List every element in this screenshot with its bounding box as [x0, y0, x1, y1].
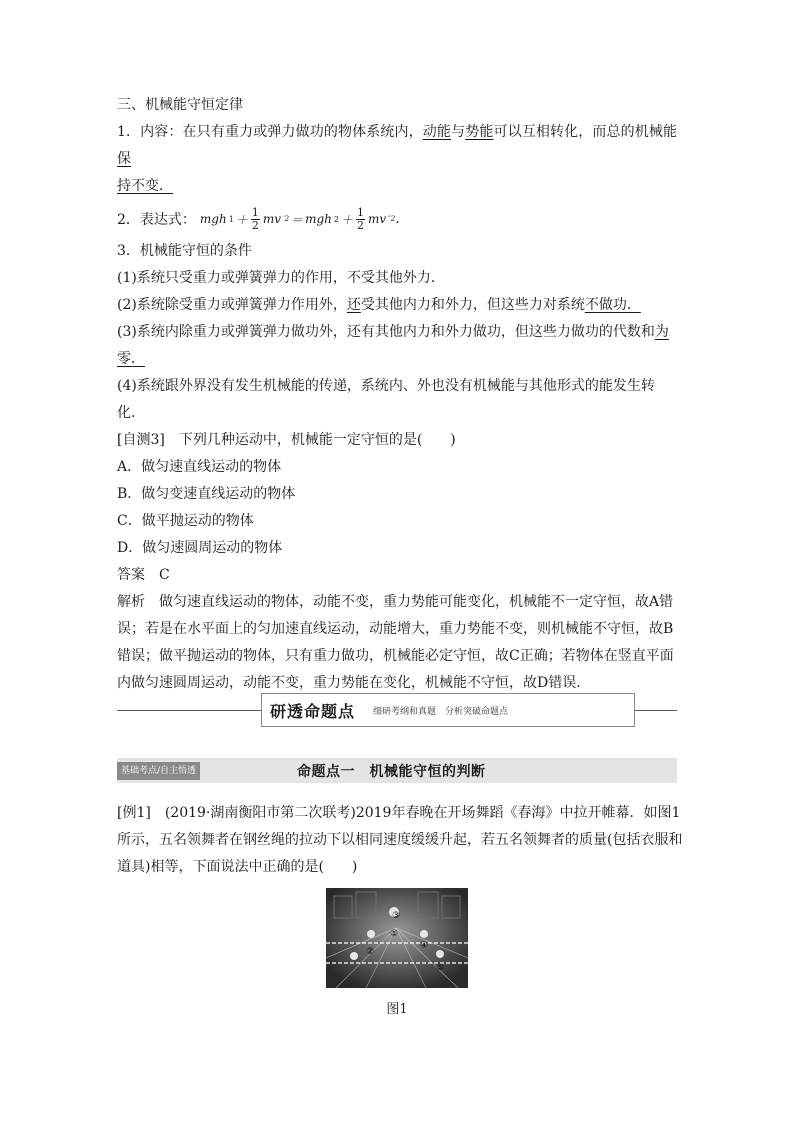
- banner-box: [262, 693, 634, 727]
- item-3-heading: 3．机械能守恒的条件: [117, 243, 252, 259]
- analysis-line: 解析 做匀速直线运动的物体，动能不变，重力势能可能变化，机械能不一定守恒，故A错: [117, 594, 674, 610]
- example-1: [例1] (2019·湖南衡阳市第二次联考)2019年春晚在开场舞蹈《春海》中拉开帷幕．如图1 所示，五名领舞者在钢丝绳的拉动下以相同速度缓缓升起，若五名领舞者的质量(包括衣服和 道具)相等，下面说法中正确的是( ): [117, 805, 683, 875]
- condition-2: (2)系统除受重力或弹簧弹力作用外，还受其他内力和外力，但这些力对系统不做功．: [117, 297, 641, 313]
- quiz-answer: 答案 C: [117, 567, 170, 583]
- quiz-tag: [自测3]: [117, 432, 165, 448]
- main-content: [117, 92, 677, 697]
- banner-title: 研透命题点: [270, 701, 356, 721]
- underlined-answer: 还: [346, 297, 361, 313]
- figure-label: ③: [392, 911, 401, 921]
- underlined-answer: 零．: [117, 351, 145, 367]
- stage-photo-illustration: [326, 888, 468, 988]
- underlined-answer: 不做功．: [584, 297, 641, 313]
- underlined-answer: 为: [654, 324, 669, 340]
- section-banner: [117, 693, 677, 727]
- quiz-option: C．做平抛运动的物体: [117, 513, 254, 529]
- section-heading: 三、机械能守恒定律: [117, 97, 243, 113]
- underlined-answer: 保: [117, 151, 131, 167]
- quiz-option: D．做匀速圆周运动的物体: [117, 540, 283, 556]
- underlined-answer: 势能: [465, 124, 494, 140]
- analysis-line: 内做匀速圆周运动，动能不变，重力势能在变化，机械能不守恒，故D错误.: [117, 675, 581, 691]
- topic-tag: 基础考点/自主悟透: [117, 762, 200, 780]
- topic-title: 命题点一 机械能守恒的判断: [297, 763, 486, 780]
- figure-label: ④: [420, 941, 429, 951]
- item-1: 1．内容：在只有重力或弹力做功的物体系统内，动能与势能可以互相转化，而总的机械能保 持不变．: [117, 124, 678, 194]
- figure-label: ⑤: [436, 963, 445, 973]
- quiz-option: B．做匀变速直线运动的物体: [117, 486, 296, 502]
- math-expression: mgh 1 ＋ $\frac{1}{2}$ mv ′2 ＝ mgh 2 ＋ $\frac{1}{2}$ mv ″2: [199, 205, 396, 232]
- condition-4: (4)系统跟外界没有发生机械能的传递，系统内、外也没有机械能与其他形式的能发生转 化．: [117, 378, 655, 421]
- underlined-answer: 持不变．: [117, 178, 173, 194]
- condition-1: (1)系统只受重力或弹簧弹力的作用，不受其他外力．: [117, 270, 445, 286]
- quiz-question: [自测3] 下列几种运动中，机械能一定守恒的是( ): [117, 432, 456, 448]
- quiz-option: A．做匀速直线运动的物体: [117, 459, 282, 475]
- fraction: $\frac{1}{2}$: [251, 205, 259, 232]
- figure-label: ②: [366, 947, 375, 957]
- condition-3: (3)系统内除重力或弹簧弹力做功外，还有其他内力和外力做功，但这些力做功的代数和为 零．: [117, 324, 669, 367]
- topic-bar: [117, 758, 677, 783]
- analysis-line: 错误；做平抛运动的物体，只有重力做功，机械能必定守恒，故C正确；若物体在竖直平面: [117, 648, 674, 664]
- figure-label: ①: [390, 929, 399, 939]
- item-2-formula: 2．表达式： mgh 1 ＋ $\frac{1}{2}$ mv ′2 ＝ mgh 2 ＋ $\frac{1}{2}$ mv ″2 .: [117, 205, 400, 232]
- underlined-answer: 动能: [422, 124, 452, 140]
- figure-caption: 图1: [386, 1002, 408, 1017]
- figure-1-photo: [326, 888, 468, 988]
- fraction: $\frac{1}{2}$: [356, 205, 364, 232]
- analysis-line: 误；若是在水平面上的匀加速直线运动，动能增大，重力势能不变，则机械能不守恒，故B: [117, 621, 674, 637]
- banner-subtitle: 细研考纲和真题 分析突破命题点: [373, 706, 509, 717]
